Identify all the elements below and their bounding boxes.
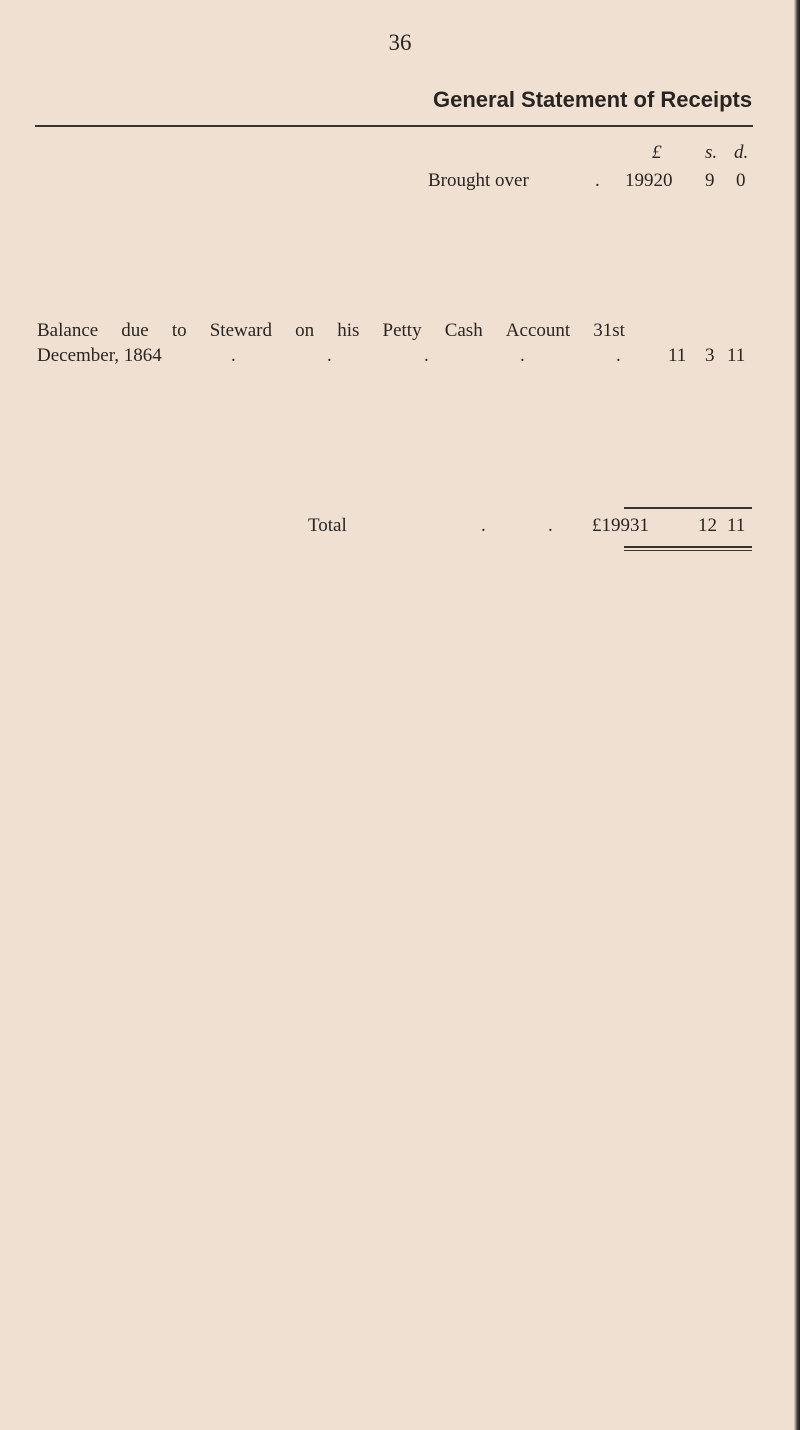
balance-leader: . [327, 345, 332, 366]
column-header-pounds: £ [652, 142, 662, 163]
total-double-rule-top [624, 546, 752, 548]
page-number: 36 [388, 30, 412, 55]
total-double-rule-bottom [624, 550, 752, 551]
total-shillings: 12 [698, 515, 717, 536]
balance-leader: . [616, 345, 621, 366]
brought-over-label: Brought over [428, 170, 529, 191]
balance-leader: . [424, 345, 429, 366]
balance-word: his [337, 320, 360, 341]
sum-rule [624, 507, 752, 509]
balance-word: to [171, 320, 187, 341]
balance-leader: . [520, 345, 525, 366]
balance-description-line1 [37, 320, 625, 342]
balance-word: on [295, 320, 315, 341]
total-leader: . [548, 515, 553, 536]
total-pence: 11 [727, 515, 746, 536]
balance-word: Petty [382, 320, 422, 341]
brought-over-shillings: 9 [705, 170, 715, 191]
balance-pounds: 11 [668, 345, 687, 366]
page-edge [794, 0, 800, 1430]
balance-word: Cash [444, 320, 483, 341]
balance-word: Account [505, 320, 571, 341]
balance-pence: 11 [727, 345, 746, 366]
title-rule [35, 125, 753, 127]
balance-leader: . [231, 345, 236, 366]
total-pounds: £19931 [592, 515, 649, 536]
total-label: Total [308, 515, 347, 536]
brought-over-pence: 0 [736, 170, 746, 191]
total-leader: . [481, 515, 486, 536]
balance-shillings: 3 [705, 345, 715, 366]
balance-word: Steward [209, 320, 272, 341]
balance-word: due [121, 320, 149, 341]
column-header-pence: d. [734, 142, 749, 163]
column-header-shillings: s. [705, 142, 718, 163]
page-title: General Statement of Receipts [433, 87, 753, 112]
brought-over-leader: . [595, 170, 600, 191]
balance-description-line2: December, 1864 [37, 345, 162, 366]
balance-word: Balance [37, 320, 99, 341]
balance-word: 31st [593, 320, 625, 341]
brought-over-pounds: 19920 [625, 170, 673, 191]
